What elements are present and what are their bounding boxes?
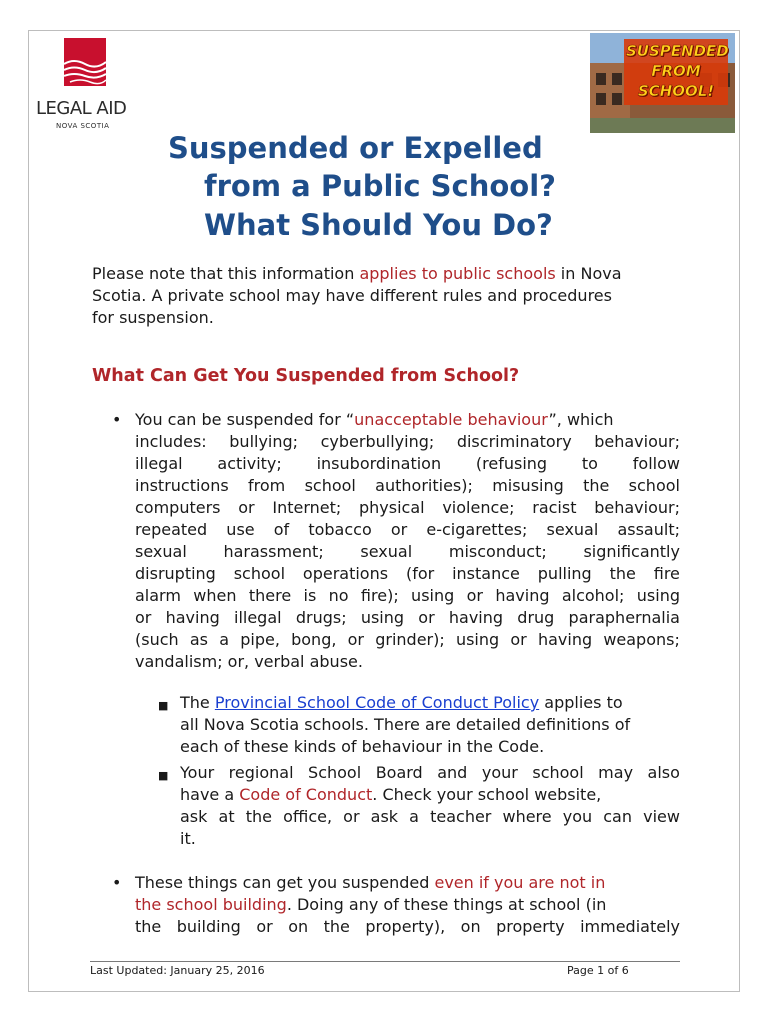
bullet-line: Your regional School Board and your school may also xyxy=(180,763,680,782)
page-title-line-2: from a Public School? xyxy=(204,169,556,203)
legal-aid-logo-icon xyxy=(64,38,106,86)
unacceptable-behaviour-highlight: unacceptable behaviour xyxy=(354,410,549,429)
bullet-unacceptable-behaviour xyxy=(135,409,680,673)
footer-last-updated: Last Updated: January 25, 2016 xyxy=(90,964,265,977)
bullet-line: each of these kinds of behaviour in the Code. xyxy=(180,737,545,756)
logo-title: LEGAL AID xyxy=(36,98,127,119)
section-heading: What Can Get You Suspended from School? xyxy=(92,366,520,386)
bullet-line: computers or Internet; physical violence; racist behaviour; xyxy=(135,498,680,517)
bullet-line: the school building. Doing any of these things at school (in xyxy=(135,895,607,914)
bullet-line: have a Code of Conduct. Check your school website, xyxy=(180,785,602,804)
bullet-dot: • xyxy=(112,873,122,892)
bullet-line: includes: bullying; cyberbullying; discriminatory behaviour; xyxy=(135,432,680,451)
bullet-line: alarm when there is no fire); using or having alcohol; using xyxy=(135,586,680,605)
bullet-line: These things can get you suspended even if you are not in xyxy=(135,873,606,892)
code-of-conduct-highlight: Code of Conduct xyxy=(239,785,373,804)
intro-line: Scotia. A private school may have different rules and procedures xyxy=(92,286,612,305)
photo-caption-line-2: FROM xyxy=(651,62,701,80)
bullet-line: repeated use of tobacco or e-cigarettes; sexual assault; xyxy=(135,520,680,539)
photo-caption-line-1: SUSPENDED xyxy=(626,42,729,60)
footer-divider xyxy=(90,961,680,962)
intro-text: Please note that this information xyxy=(92,264,360,283)
bullet-line: The Provincial School Code of Conduct Policy applies to xyxy=(180,693,623,712)
bullet-line: illegal activity; insubordination (refusing to follow xyxy=(135,454,680,473)
square-bullet-icon: ■ xyxy=(158,699,169,712)
intro-line: for suspension. xyxy=(92,308,214,327)
bullet-line: You can be suspended for “unacceptable behaviour”, which xyxy=(135,410,614,429)
page-title-line-3: What Should You Do? xyxy=(204,208,553,242)
footer-page-number: Page 1 of 6 xyxy=(567,964,629,977)
square-bullet-icon: ■ xyxy=(158,769,169,782)
intro-paragraph xyxy=(92,263,680,329)
bullet-outside-school xyxy=(135,872,680,938)
bullet-line: the building or on the property), on property immediately xyxy=(135,917,680,936)
bullet-line: or having illegal drugs; using or having drug paraphernalia xyxy=(135,608,680,627)
intro-line xyxy=(92,263,680,285)
intro-text: in Nova xyxy=(555,264,622,283)
suspended-photo xyxy=(590,33,735,133)
bullet-line: disrupting school operations (for instance pulling the fire xyxy=(135,564,680,583)
bullet-line: all Nova Scotia schools. There are detailed definitions of xyxy=(180,715,631,734)
bullet-line: it. xyxy=(180,829,196,848)
bullet-dot: • xyxy=(112,410,122,429)
bullet-line: sexual harassment; sexual misconduct; significantly xyxy=(135,542,680,561)
logo-subtitle: NOVA SCOTIA xyxy=(56,122,110,130)
sub-bullet-code-of-conduct-policy xyxy=(180,692,680,758)
bullet-line: instructions from school authorities); misusing the school xyxy=(135,476,680,495)
sub-bullet-school-board xyxy=(180,762,680,850)
bullet-line: vandalism; or, verbal abuse. xyxy=(135,652,363,671)
not-in-building-highlight: even if you are not in xyxy=(434,873,606,892)
school-building-highlight: the school building xyxy=(135,895,287,914)
bullet-line: (such as a pipe, bong, or grinder); using or having weapons; xyxy=(135,630,680,649)
photo-caption-line-3: SCHOOL! xyxy=(637,82,715,100)
public-schools-highlight: applies to public schools xyxy=(359,264,556,283)
bullet-line: ask at the office, or ask a teacher where you can view xyxy=(180,807,680,826)
code-of-conduct-policy-link[interactable]: Provincial School Code of Conduct Policy xyxy=(214,693,540,712)
page-title-line-1: Suspended or Expelled xyxy=(168,131,543,165)
